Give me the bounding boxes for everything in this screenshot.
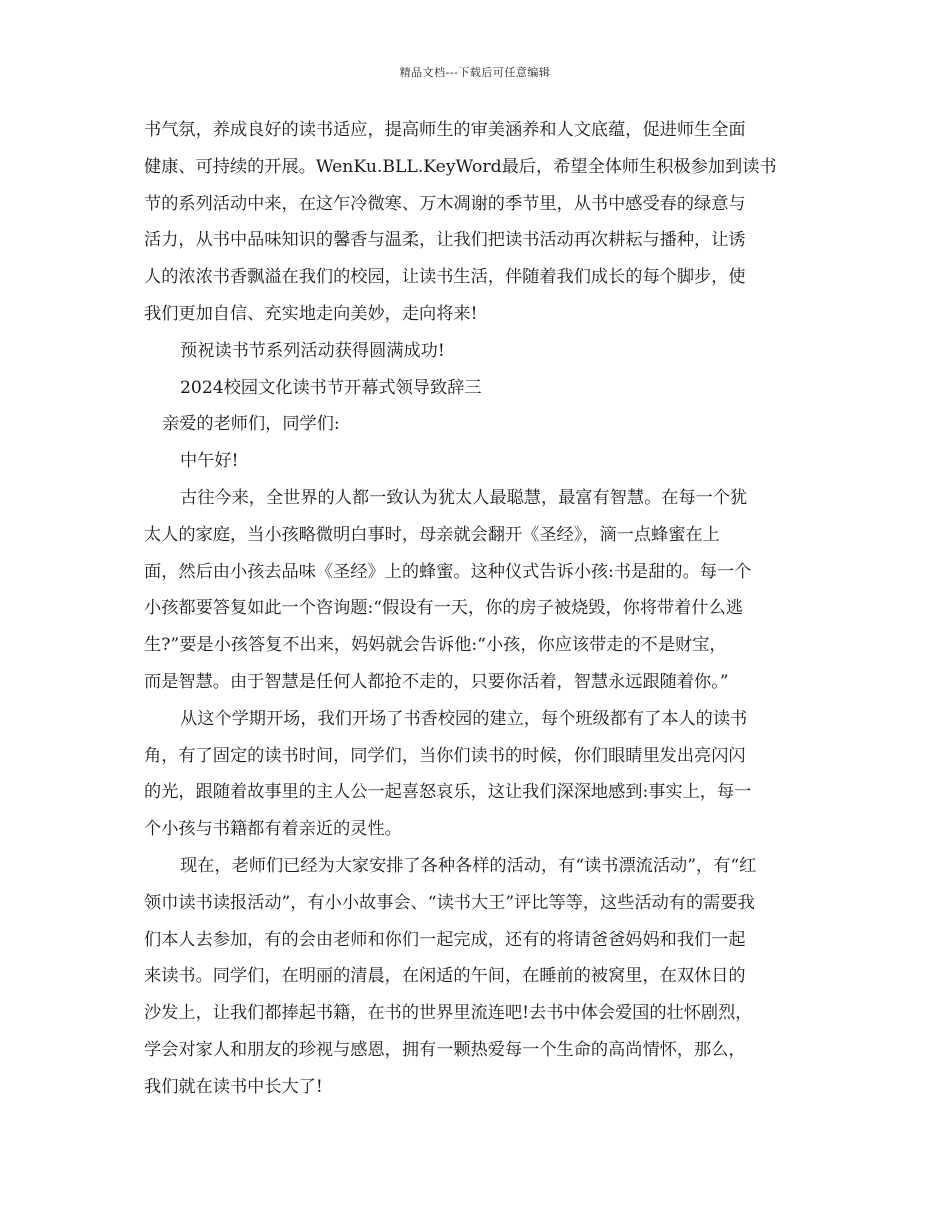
text-line: 的光，跟随着故事里的主人公一起喜怒哀乐，这让我们深深地感到:事实上，每一 — [144, 782, 752, 803]
text-line: 书气氛，养成良好的读书适应，提高师生的审美涵养和人文底蕴，促进师生全面 — [144, 120, 746, 140]
text-line: 活力，从书中品味知识的馨香与温柔，让我们把读书活动再次耕耘与播种，让诱 — [144, 230, 746, 251]
text-line: 预祝读书节系列活动获得圆满成功! — [180, 340, 445, 361]
text-line: 而是智慧。由于智慧是任何人都抢不走的，只要你活着，智慧永远跟随着你。” — [144, 671, 729, 692]
text-line: 们本人去参加，有的会由老师和你们一起完成，还有的将请爸爸妈妈和我们一起 — [144, 929, 746, 950]
text-line: 沙发上，让我们都捧起书籍，在书的世界里流连吧!去书中体会爱国的壮怀剧烈， — [144, 1003, 753, 1024]
text-line: 亲爱的老师们，同学们: — [162, 414, 340, 435]
text-line: 领巾读书读报活动”，有小小故事会、“读书大王”评比等等，这些活动有的需要我 — [144, 892, 755, 913]
text-line: 现在，老师们已经为大家安排了各种各样的活动，有“读书漂流活动”，有“红 — [180, 855, 757, 876]
text-line: 中午好! — [180, 451, 239, 472]
text-line: 学会对家人和朋友的珍视与感恩，拥有一颗热爱每一个生命的高尚情怀，那么， — [144, 1039, 746, 1060]
text-line: 2024校园文化读书节开幕式领导致辞三 — [180, 377, 482, 398]
document-body — [144, 112, 806, 1106]
text-line: 来读书。同学们，在明丽的清晨，在闲适的午间，在睡前的被窝里，在双休日的 — [144, 966, 746, 987]
text-line: 节的系列活动中来，在这乍冷微寒、万木凋谢的季节里，从书中感受春的绿意与 — [144, 193, 746, 214]
text-line: 人的浓浓书香飘溢在我们的校园，让读书生活，伴随着我们成长的每个脚步，使 — [144, 267, 746, 288]
text-line: 生?”要是小孩答复不出来，妈妈就会告诉他:“小孩，你应该带走的不是财宝， — [144, 635, 727, 656]
text-line: 小孩都要答复如此一个咨询题:“假设有一天，你的房子被烧毁，你将带着什么逃 — [144, 598, 743, 619]
text-line: 我们更加自信、充实地走向美妙，走向将来! — [144, 303, 478, 324]
text-line: 古往今来，全世界的人都一致认为犹太人最聪慧，最富有智慧。在每一个犹 — [180, 487, 748, 508]
page-header: 精品文档---下载后可任意编辑 — [399, 66, 551, 79]
text-line: 我们就在读书中长大了! — [144, 1076, 323, 1097]
text-line: 面，然后由小孩去品味《圣经》上的蜂蜜。这种仪式告诉小孩:书是甜的。每一个 — [144, 561, 752, 582]
text-line: 从这个学期开场，我们开场了书香校园的建立，每个班级都有了本人的读书 — [180, 708, 748, 729]
text-line: 健康、可持续的开展。WenKu.BLL.KeyWord最后，希望全体师生积极参加到读书 — [144, 156, 777, 177]
text-line: 个小孩与书籍都有着亲近的灵性。 — [144, 819, 402, 840]
text-line: 角，有了固定的读书时间，同学们，当你们读书的时候，你们眼睛里发出亮闪闪 — [144, 745, 746, 766]
text-line: 太人的家庭，当小孩略微明白事时，母亲就会翻开《圣经》，滴一点蜂蜜在上 — [144, 524, 720, 545]
